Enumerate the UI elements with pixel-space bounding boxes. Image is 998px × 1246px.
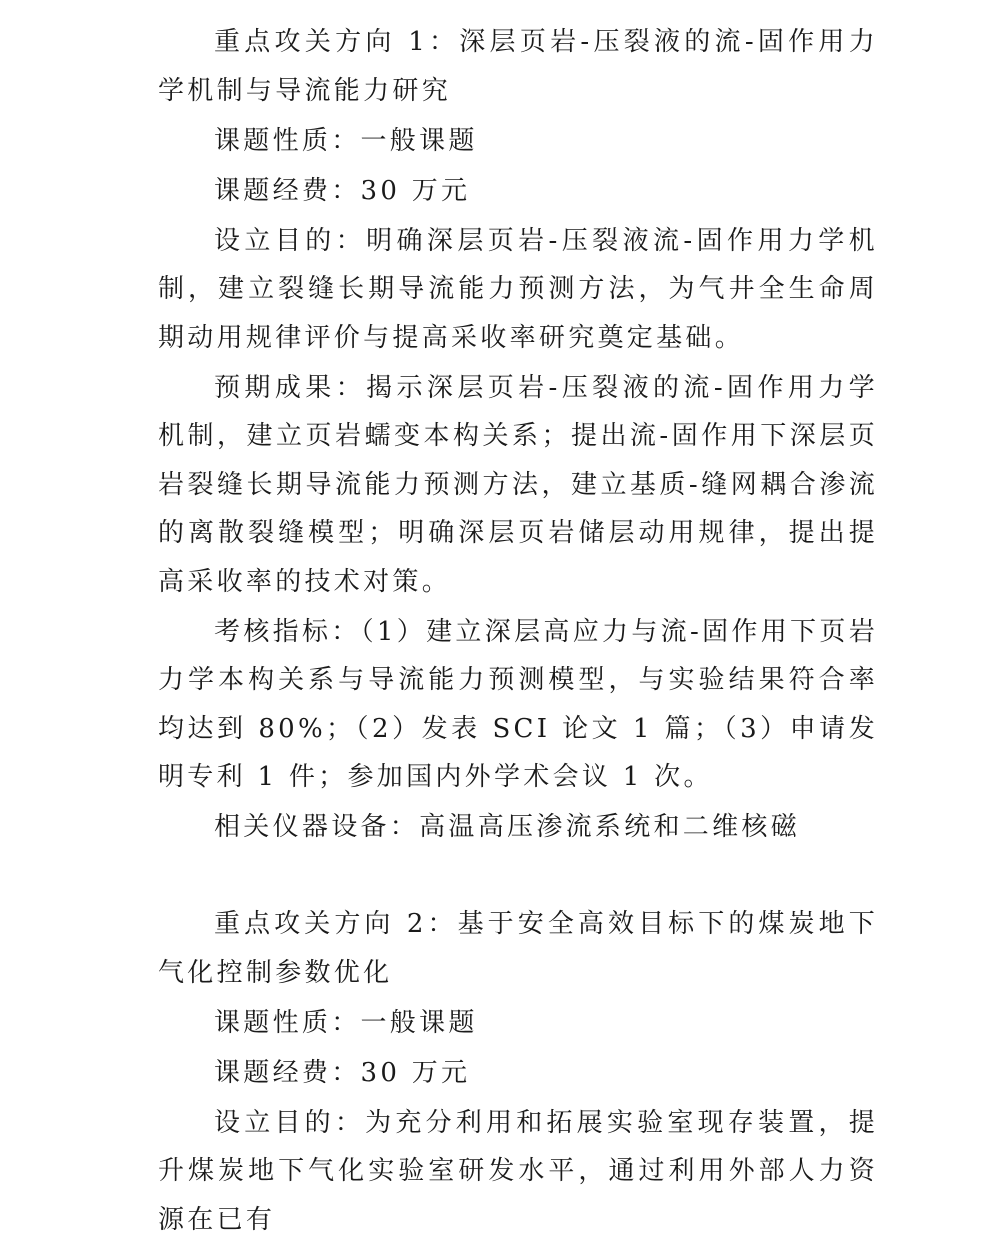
section-1-indicators: 考核指标：（1）建立深层高应力与流-固作用下页岩力学本构关系与导流能力预测模型，与实验结果符合率均达到 80%；（2）发表 SCI 论文 1 篇；（3）申请发明专利 1 件；参加国内外学术会议 1 次。 [158, 616, 878, 792]
section-1-heading: 重点攻关方向 1：深层页岩-压裂液的流-固作用力学机制与导流能力研究 [158, 27, 878, 106]
section-1-equipment: 相关仪器设备：高温高压渗流系统和二维核磁 [214, 812, 801, 842]
section-2-heading: 重点攻关方向 2：基于安全高效目标下的煤炭地下气化控制参数优化 [158, 909, 878, 988]
section-1-purpose: 设立目的：明确深层页岩-压裂液流-固作用力学机制，建立裂缝长期导流能力预测方法，为气井全生命周期动用规律评价与提高采收率研究奠定基础。 [158, 225, 878, 353]
section-1-nature: 课题性质：一般课题 [214, 125, 478, 156]
section-1-funding: 课题经费：30 万元 [214, 175, 471, 206]
section-2-purpose: 设立目的：为充分利用和拓展实验室现存装置，提升煤炭地下气化实验室研发水平，通过利用外部人力资源在已有 [158, 1107, 878, 1235]
section-2-nature: 课题性质：一般课题 [214, 1007, 478, 1038]
section-2-funding: 课题经费：30 万元 [214, 1057, 471, 1088]
section-1-outcomes: 预期成果：揭示深层页岩-压裂液的流-固作用力学机制，建立页岩蠕变本构关系；提出流-固作用下深层页岩裂缝长期导流能力预测方法，建立基质-缝网耦合渗流的离散裂缝模型；明确深层页岩储层动用规律，提出提高采收率的技术对策。 [158, 372, 878, 597]
section-spacer [158, 853, 878, 900]
document-body [158, 18, 878, 1246]
